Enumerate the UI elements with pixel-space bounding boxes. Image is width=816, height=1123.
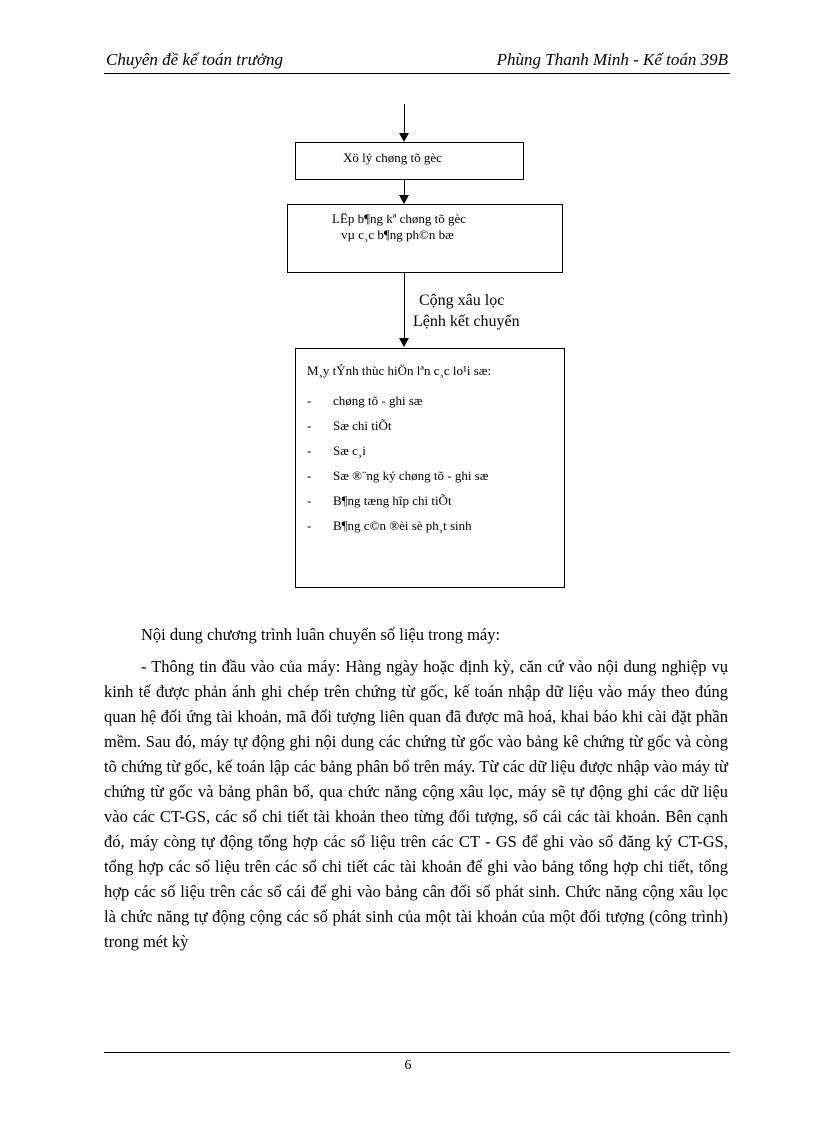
list-item: - Sæ c¸i (307, 442, 366, 458)
flow-box-process-documents-label: Xö lý chøng tõ gèc (343, 150, 442, 165)
flow-box-prepare-tables-line2: vµ c¸c b¶ng ph©n bæ (341, 227, 454, 242)
body-paragraph (104, 654, 728, 954)
flow-box-computer-output-title: M¸y tÝnh thùc hiÖn lªn c¸c lo¹i sæ: (307, 363, 492, 378)
list-item: - B¶ng tæng hîp chi tiÕt (307, 492, 452, 508)
arrow-label-lenh-ket-chuyen: Lệnh kết chuyển (413, 313, 520, 330)
header-right-author: Phùng Thanh Minh - Kế toán 39B (496, 50, 728, 69)
arrow-head-3 (399, 338, 409, 347)
list-item: - B¶ng c©n ®èi sè ph¸t sinh (307, 517, 472, 533)
body-paragraph-text: - Thông tin đầu vào của máy: Hàng ngày hoặc định kỳ, căn cứ vào nội dung nghiệp vụ kinh tế được phản ánh ghi chép trên chứng từ gốc, kế toán nhập dữ liệu vào máy theo đúng quan hệ đối ứng tài khoản, mã đối tượng liên quan đã được mã hoá, khai báo khi cài đặt phần mềm. Sau đó, máy tự động ghi nội dung các chứng từ gốc vào bảng kê chứng từ gốc và còng tõ chứng từ gốc, kế toán lập các bảng phân bổ trên máy. Từ các dữ liệu được nhập vào máy từ chứng từ gốc và bảng phân bổ, qua chức năng cộng xâu lọc, máy sẽ tự động ghi các dữ liệu vào các CT-GS, các sổ chi tiết tài khoản theo từng đối tượng, sổ cái các tài khoản. Bên cạnh đó, máy còng tự động tổng hợp các số liệu trên các CT - GS để ghi vào sổ đăng ký CT-GS, tổng hợp các số liệu trên các sổ chi tiết các tài khoản để ghi vào bảng tổng hợp chi tiết, tổng hợp các số liệu trên các sổ cái để ghi vào bảng cân đối số phát sinh. Chức năng cộng xâu lọc là chức năng tự động cộng các số phát sinh của một tài khoản của một đối tượng (công trình) trong mét kỳ (104, 657, 728, 951)
flow-box-prepare-tables (287, 204, 563, 273)
list-item: - Sæ chi tiÕt (307, 417, 392, 433)
section-heading: Nội dung chương trình luân chuyển số liệu trong máy: (141, 625, 501, 644)
arrow-head-1 (399, 133, 409, 142)
flow-box-prepare-tables-line1: LËp b¶ng kª chøng tõ gèc (332, 211, 467, 226)
page-number: 6 (404, 1058, 412, 1073)
arrow-head-2 (399, 195, 409, 204)
header-rule (104, 73, 730, 74)
arrow-label-cong-xau-loc: Cộng xâu lọc (419, 292, 505, 309)
arrow-line-3 (404, 273, 405, 340)
flow-box-computer-output (295, 348, 565, 588)
list-item: - chøng tõ - ghi sæ (307, 392, 423, 408)
header-left-title: Chuyên đề kế toán trưởng (106, 50, 283, 69)
list-item: - Sæ ®¨ng ký chøng tõ - ghi sæ (307, 467, 489, 483)
arrow-line-1 (404, 104, 405, 135)
flow-box-process-documents (295, 142, 524, 180)
footer-rule (104, 1052, 730, 1053)
